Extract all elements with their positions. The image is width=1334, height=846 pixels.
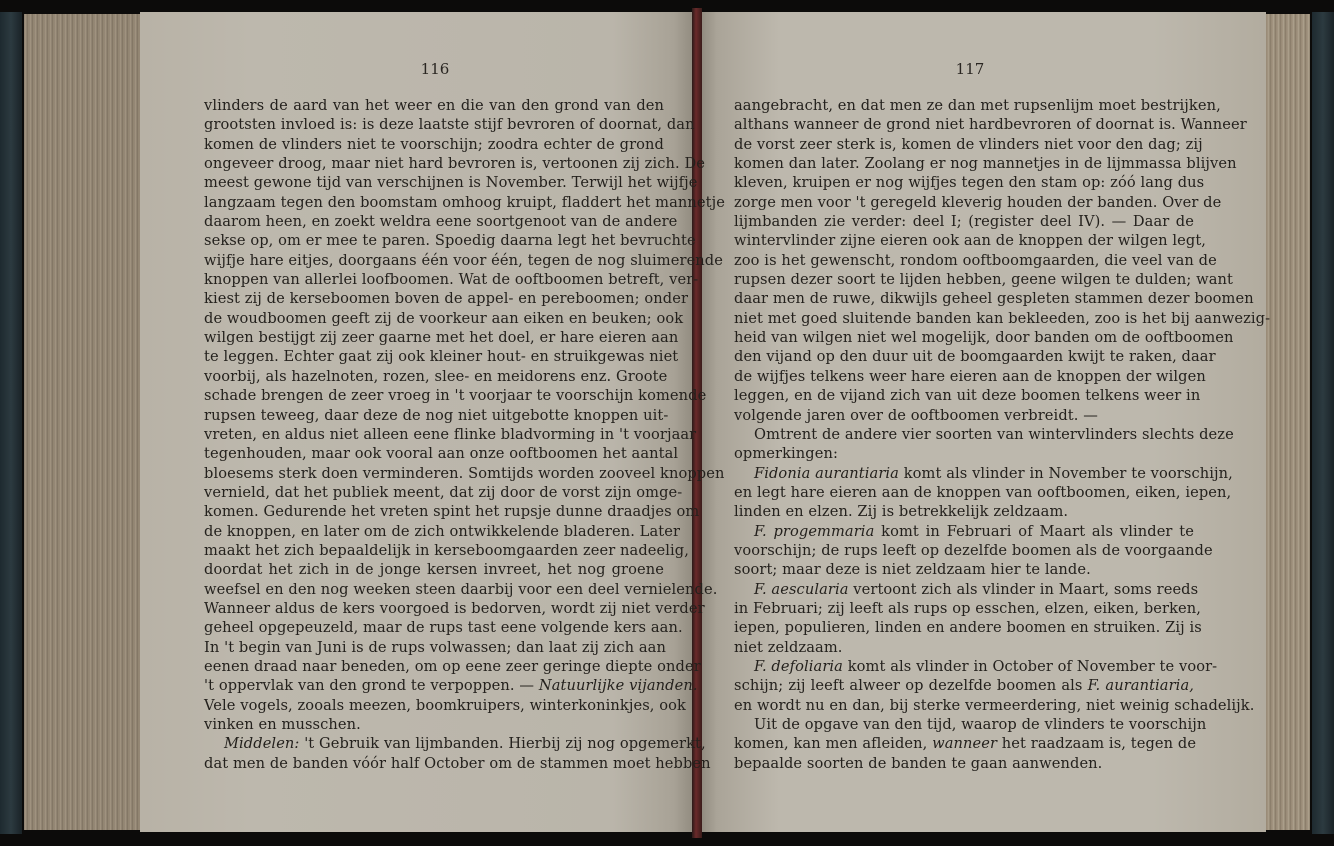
- italic-text: Natuurlijke vijanden.: [538, 677, 698, 695]
- text-run: leggen, en de vijand zich van uit deze boomen telkens weer in: [734, 387, 1201, 405]
- text-run: iepen, populieren, linden en andere boomen en struiken. Zij is: [734, 619, 1202, 637]
- text-line: [734, 193, 1222, 212]
- text-line: [734, 541, 1213, 560]
- text-run: Vele vogels, zooals meezen, boomkruipers, winterkoninkjes, ook: [204, 696, 686, 714]
- text-line: [204, 464, 725, 483]
- text-line: [204, 270, 699, 289]
- text-line: [734, 483, 1232, 502]
- italic-text: F. aescularia: [754, 580, 849, 598]
- text-line: [204, 251, 723, 270]
- text-line: [734, 115, 1247, 134]
- text-run: komen. Gedurende het vreten spint het rupsje dunne draadjes om: [204, 503, 700, 521]
- text-run: kleven, kruipen er nog wijfjes tegen den stam op: zóó lang dus: [734, 174, 1205, 192]
- text-run: rupsen teweeg, daar deze de nog niet uitgebotte knoppen uit-: [204, 406, 669, 424]
- text-line: [204, 135, 664, 154]
- right-page-number: 117: [955, 60, 985, 78]
- text-line: [734, 715, 1207, 734]
- text-run: schade brengen de zeer vroeg in 't voorjaar te voorschijn komende: [204, 387, 707, 405]
- text-run: wintervlinder zijne eieren ook aan de knoppen der wilgen legt,: [734, 232, 1207, 250]
- text-run: geheel opgepeuzeld, maar de rups tast eene volgende kers aan.: [204, 619, 683, 637]
- text-run: 't oppervlak van den grond te verpoppen. —: [204, 677, 539, 695]
- text-run: althans wanneer de grond niet hardbevroren of doornat is. Wanneer: [734, 116, 1247, 134]
- text-line: [734, 367, 1206, 386]
- text-line: [204, 425, 697, 444]
- text-run: vreten, en aldus niet alleen eene flinke bladvorming in 't voorjaar: [204, 425, 697, 443]
- text-run: rupsen dezer soort te lijden hebben, geene wilgen te dulden; want: [734, 271, 1233, 289]
- text-line: [204, 173, 698, 192]
- text-run: te leggen. Echter gaat zij ook kleiner hout- en struikgewas niet: [204, 348, 679, 366]
- text-run: zoo is het gewenscht, rondom ooftboomgaarden, die veel van de: [734, 251, 1217, 269]
- text-run: linden en elzen. Zij is betrekkelijk zeldzaam.: [734, 503, 1069, 521]
- text-run: ongeveer droog, maar niet hard bevroren is, vertoonen zij zich. De: [204, 155, 706, 173]
- text-line: [204, 212, 678, 231]
- text-run: voorbij, als hazelnoten, rozen, slee- en meidorens enz. Groote: [204, 367, 668, 385]
- text-line: [204, 657, 701, 676]
- text-run: bloesems sterk doen verminderen. Somtijds worden zooveel knoppen: [204, 464, 725, 482]
- text-run: en wordt nu en dan, bij sterke vermeerdering, niet weinig schadelijk.: [734, 696, 1255, 714]
- text-run: vernield, dat het publiek meent, dat zij door de vorst zijn omge-: [204, 483, 683, 501]
- text-line: [204, 444, 679, 463]
- text-run: dat men de banden vóór half October om de stammen moet hebben: [204, 754, 711, 772]
- text-run: komt als vlinder in October of November te voor-: [842, 657, 1218, 675]
- text-run: soort; maar deze is niet zeldzaam hier te lande.: [734, 561, 1091, 579]
- text-run: Omtrent de andere vier soorten van wintervlinders slechts deze: [754, 425, 1234, 443]
- text-run: komen de vlinders niet te voorschijn; zoodra echter de grond: [204, 135, 664, 153]
- text-line: [734, 212, 1194, 231]
- text-run: den vijand op den duur uit de boomgaarden kwijt te raken, daar: [734, 348, 1216, 366]
- text-line: [734, 599, 1202, 618]
- text-line: [734, 154, 1237, 173]
- text-line: [734, 618, 1202, 637]
- text-run: heid van wilgen niet wel mogelijk, door banden om de ooftboomen: [734, 329, 1234, 347]
- text-line: [734, 251, 1217, 270]
- text-run: de vorst zeer sterk is, komen de vlinders niet voor den dag; zij: [734, 135, 1203, 153]
- text-line: [204, 676, 698, 695]
- text-line: [734, 580, 1199, 599]
- text-line: [204, 367, 668, 386]
- text-run: Wanneer aldus de kers voorgoed is bedorven, wordt zij niet verder: [204, 599, 705, 617]
- italic-text: F. aurantiaria,: [1087, 677, 1194, 695]
- right-page-text: [734, 96, 1271, 773]
- text-run: komen dan later. Zoolang er nog mannetjes in de lijmmassa blijven: [734, 155, 1237, 173]
- text-line: [204, 386, 707, 405]
- text-line: [204, 754, 711, 773]
- text-run: en legt hare eieren aan de knoppen van ooftboomen, eiken, iepen,: [734, 483, 1232, 501]
- left-page-text: [204, 96, 725, 773]
- text-line: [204, 696, 686, 715]
- text-run: niet met goed sluitende banden kan bekleeden, zoo is het bij aanwezig-: [734, 309, 1271, 327]
- text-line: [204, 289, 689, 308]
- text-run: Uit de opgave van den tijd, waarop de vlinders te voorschijn: [754, 716, 1207, 733]
- text-line: [734, 135, 1203, 154]
- text-line: [734, 270, 1233, 289]
- text-line: [734, 386, 1201, 405]
- text-run: komt in Februari of Maart als vlinder te: [874, 522, 1194, 540]
- page-stack-right: [1262, 14, 1310, 830]
- text-line: [204, 309, 684, 328]
- text-run: komen, kan men afleiden,: [734, 735, 933, 753]
- text-line: [204, 483, 683, 502]
- text-run: in Februari; zij leeft als rups op esschen, elzen, eiken, berken,: [734, 599, 1202, 617]
- text-run: het raadzaam is, tegen de: [997, 735, 1197, 753]
- italic-text: F. defoliaria: [754, 657, 843, 675]
- book-cover-left-edge: [0, 12, 22, 834]
- text-line: [734, 754, 1194, 773]
- text-line: [734, 676, 1194, 695]
- text-line: [734, 425, 1234, 444]
- text-run: aangebracht, en dat men ze dan met rupsenlijm moet bestrijken,: [734, 97, 1221, 114]
- text-line: [734, 96, 1221, 115]
- text-line: [204, 599, 705, 618]
- text-run: kiest zij de kerseboomen boven de appel- en pereboomen; onder: [204, 290, 689, 308]
- italic-text: Middelen:: [224, 735, 300, 753]
- text-run: grootsten invloed is: is deze laatste stijf bevroren of doornat, dan: [204, 116, 695, 134]
- left-page-number: 116: [420, 60, 450, 78]
- text-line: [204, 193, 725, 212]
- text-line: [734, 406, 1194, 425]
- text-line: [734, 560, 1194, 579]
- text-run: opmerkingen:: [734, 445, 838, 463]
- text-line: [204, 734, 706, 753]
- text-run: zorge men voor 't geregeld kleverig houden der banden. Over de: [734, 193, 1222, 211]
- text-run: vinken en musschen.: [204, 716, 361, 733]
- text-run: de wijfjes telkens weer hare eieren aan de knoppen der wilgen: [734, 367, 1206, 385]
- text-run: knoppen van allerlei loofboomen. Wat de ooftboomen betreft, ver-: [204, 271, 699, 289]
- text-line: [734, 657, 1218, 676]
- text-line: [204, 347, 679, 366]
- text-run: 't Gebruik van lijmbanden. Hierbij zij nog opgemerkt,: [299, 735, 706, 753]
- text-run: vertoont zich als vlinder in Maart, soms reeds: [848, 580, 1199, 598]
- text-line: [734, 173, 1205, 192]
- text-run: weefsel en den nog weeken steen daarbij voor een deel vernielende.: [204, 580, 718, 598]
- text-line: [734, 347, 1216, 366]
- text-run: In 't begin van Juni is de rups volwassen; dan laat zij zich aan: [204, 638, 666, 656]
- text-line: [734, 444, 1194, 463]
- text-line: [734, 638, 1194, 657]
- text-line: [734, 289, 1254, 308]
- text-run: de woudboomen geeft zij de voorkeur aan eiken en beuken; ook: [204, 309, 684, 327]
- text-line: [204, 541, 689, 560]
- text-run: daarom heen, en zoekt weldra eene soortgenoot van de andere: [204, 213, 678, 231]
- text-line: [204, 231, 696, 250]
- text-run: wijfje hare eitjes, doorgaans één voor één, tegen de nog sluimerende: [204, 251, 723, 269]
- italic-text: F. progemmaria: [754, 522, 875, 540]
- text-run: sekse op, om er mee te paren. Spoedig daarna legt het bevruchte: [204, 232, 696, 250]
- text-run: daar men de ruwe, dikwijls geheel gespleten stammen dezer boomen: [734, 290, 1254, 308]
- text-line: [204, 522, 681, 541]
- text-line: [204, 96, 664, 115]
- text-run: maakt het zich bepaaldelijk in kerseboomgaarden zeer nadeelig,: [204, 541, 689, 559]
- text-line: [204, 618, 683, 637]
- text-line: [204, 328, 679, 347]
- text-line: [204, 406, 669, 425]
- book-cover-right-edge: [1312, 12, 1334, 834]
- text-run: komt als vlinder in November te voorschijn,: [898, 464, 1233, 482]
- text-line: [204, 580, 718, 599]
- text-run: bepaalde soorten de banden te gaan aanwenden.: [734, 754, 1103, 772]
- text-run: voorschijn; de rups leeft op dezelfde boomen als de voorgaande: [734, 541, 1213, 559]
- text-run: lijmbanden zie verder: deel I; (register deel IV). — Daar de: [734, 213, 1194, 231]
- text-line: [734, 328, 1234, 347]
- text-line: [204, 115, 695, 134]
- text-line: [204, 560, 664, 579]
- text-run: doordat het zich in de jonge kersen invreet, het nog groene: [204, 561, 664, 579]
- text-run: tegenhouden, maar ook vooral aan onze ooftboomen het aantal: [204, 445, 679, 463]
- italic-text: wanneer: [932, 735, 998, 753]
- text-line: [204, 715, 664, 734]
- text-run: vlinders de aard van het weer en die van den grond van den: [204, 97, 664, 114]
- text-line: [204, 502, 700, 521]
- text-line: [734, 522, 1194, 541]
- text-line: [734, 464, 1233, 483]
- text-run: eenen draad naar beneden, om op eene zeer geringe diepte onder: [204, 657, 701, 675]
- text-run: meest gewone tijd van verschijnen is November. Terwijl het wijfje: [204, 174, 698, 192]
- text-run: wilgen bestijgt zij zeer gaarne met het doel, er hare eieren aan: [204, 329, 679, 347]
- text-run: langzaam tegen den boomstam omhoog kruipt, fladdert het mannetje: [204, 193, 725, 211]
- text-line: [734, 734, 1197, 753]
- text-run: niet zeldzaam.: [734, 638, 843, 656]
- italic-text: Fidonia aurantiaria: [754, 464, 899, 482]
- text-run: volgende jaren over de ooftboomen verbreidt. —: [734, 406, 1098, 424]
- text-run: schijn; zij leeft alweer op dezelfde boomen als: [734, 677, 1088, 695]
- text-line: [204, 638, 664, 657]
- text-run: de knoppen, en later om de zich ontwikkelende bladeren. Later: [204, 522, 681, 540]
- text-line: [734, 309, 1271, 328]
- text-line: [734, 502, 1194, 521]
- text-line: [734, 696, 1255, 715]
- text-line: [734, 231, 1207, 250]
- text-line: [204, 154, 706, 173]
- page-stack-left: [24, 14, 148, 830]
